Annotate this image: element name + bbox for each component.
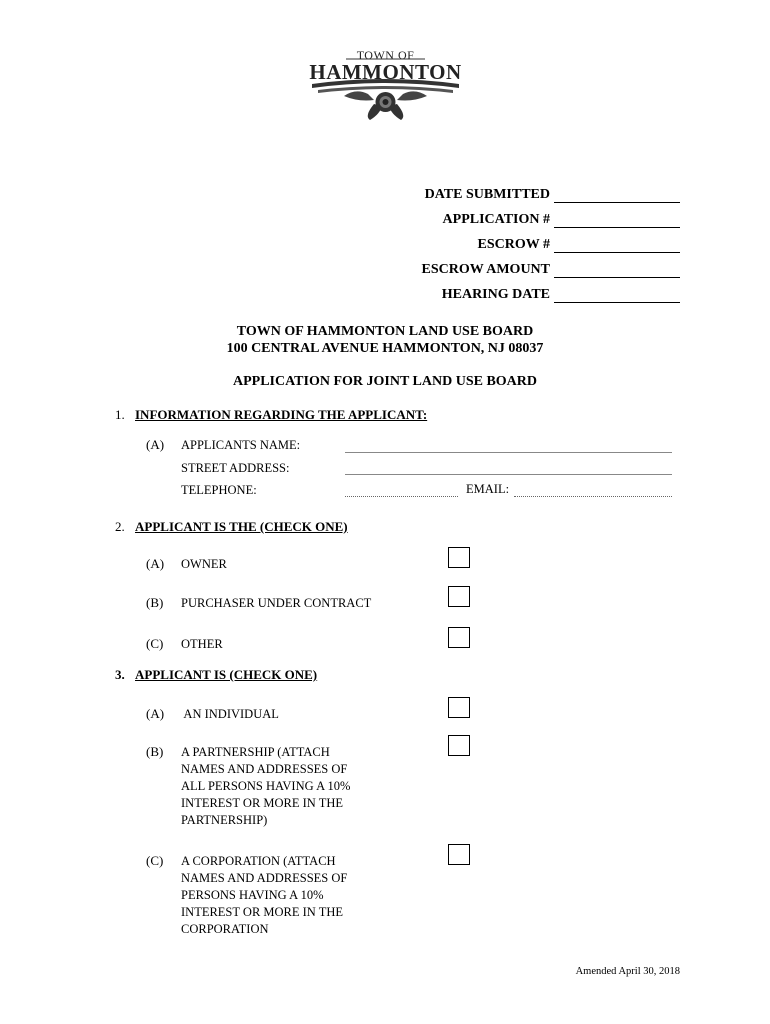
escrow-amount-label: ESCROW AMOUNT [421,262,550,277]
partnership-line: NAMES AND ADDRESSES OF [181,762,348,776]
amended-date: Amended April 30, 2018 [575,966,680,977]
partnership-line: A PARTNERSHIP (ATTACH [181,745,330,759]
option-individual-label: AN INDIVIDUAL [181,707,279,721]
partnership-checkbox[interactable] [448,735,470,756]
option-purchaser-label: PURCHASER UNDER CONTRACT [181,596,372,610]
other-checkbox[interactable] [448,627,470,648]
escrow-amount-row [422,258,680,278]
purchaser-checkbox[interactable] [448,586,470,607]
section-2-title: APPLICANT IS THE (CHECK ONE) [135,519,348,534]
section-1-number: 1. [115,407,125,422]
owner-checkbox[interactable] [448,547,470,568]
date-submitted-row [425,183,680,203]
hearing-date-label: HEARING DATE [441,287,550,302]
application-number-field[interactable] [554,213,680,228]
telephone-field[interactable] [345,496,458,497]
street-address-label: STREET ADDRESS: [181,461,290,475]
date-submitted-label: DATE SUBMITTED [424,187,550,202]
partnership-line: PARTNERSHIP) [181,813,268,827]
org-name: TOWN OF HAMMONTON LAND USE BOARD [236,324,534,339]
section-3-title: APPLICANT IS (CHECK ONE) [135,667,318,682]
hearing-date-field[interactable] [554,288,680,303]
partnership-line: ALL PERSONS HAVING A 10% [181,779,351,793]
application-number-row [443,208,680,228]
hearing-date-row [442,283,680,303]
section-2-number: 2. [115,519,125,534]
option-letter: (B) [146,595,164,610]
option-letter: (A) [146,706,165,721]
town-logo [308,44,463,122]
option-letter: (C) [146,636,164,651]
corporation-line: A CORPORATION (ATTACH [181,854,336,868]
email-field[interactable] [514,496,672,497]
corporation-checkbox[interactable] [448,844,470,865]
option-letter: (C) [146,853,164,868]
telephone-label: TELEPHONE: [181,483,257,497]
partnership-line: INTEREST OR MORE IN THE [181,796,344,810]
option-corporation-label [181,853,347,938]
corporation-line: CORPORATION [181,922,269,936]
escrow-amount-field[interactable] [554,263,680,278]
escrow-number-field[interactable] [554,238,680,253]
application-number-label: APPLICATION # [442,212,550,227]
corporation-line: PERSONS HAVING A 10% [181,888,324,902]
email-label: EMAIL: [466,482,510,496]
applicant-name-label: APPLICANTS NAME: [181,438,301,452]
logo-top-text: TOWN OF [356,48,415,62]
street-address-field[interactable] [345,474,672,475]
individual-checkbox[interactable] [448,697,470,718]
option-partnership-label [181,744,350,829]
section-1-heading [115,407,427,423]
option-other-label: OTHER [181,637,223,651]
applicant-name-field[interactable] [345,452,672,453]
org-address: 100 CENTRAL AVENUE HAMMONTON, NJ 08037 [226,341,544,356]
section-2-heading [115,519,348,535]
option-letter: (A) [146,556,165,571]
corporation-line: INTEREST OR MORE IN THE [181,905,344,919]
escrow-number-label: ESCROW # [477,237,550,252]
section-3-number: 3. [115,667,125,682]
date-submitted-field[interactable] [554,188,680,203]
option-letter: (B) [146,744,164,759]
escrow-number-row [478,233,680,253]
section-1-letter: (A) [146,437,165,452]
section-1-title: INFORMATION REGARDING THE APPLICANT: [135,407,428,422]
section-3-heading [115,667,317,683]
form-title: APPLICATION FOR JOINT LAND USE BOARD [232,374,537,389]
logo-name-text: HAMMONTON [309,60,462,84]
corporation-line: NAMES AND ADDRESSES OF [181,871,348,885]
option-owner-label: OWNER [181,557,227,571]
